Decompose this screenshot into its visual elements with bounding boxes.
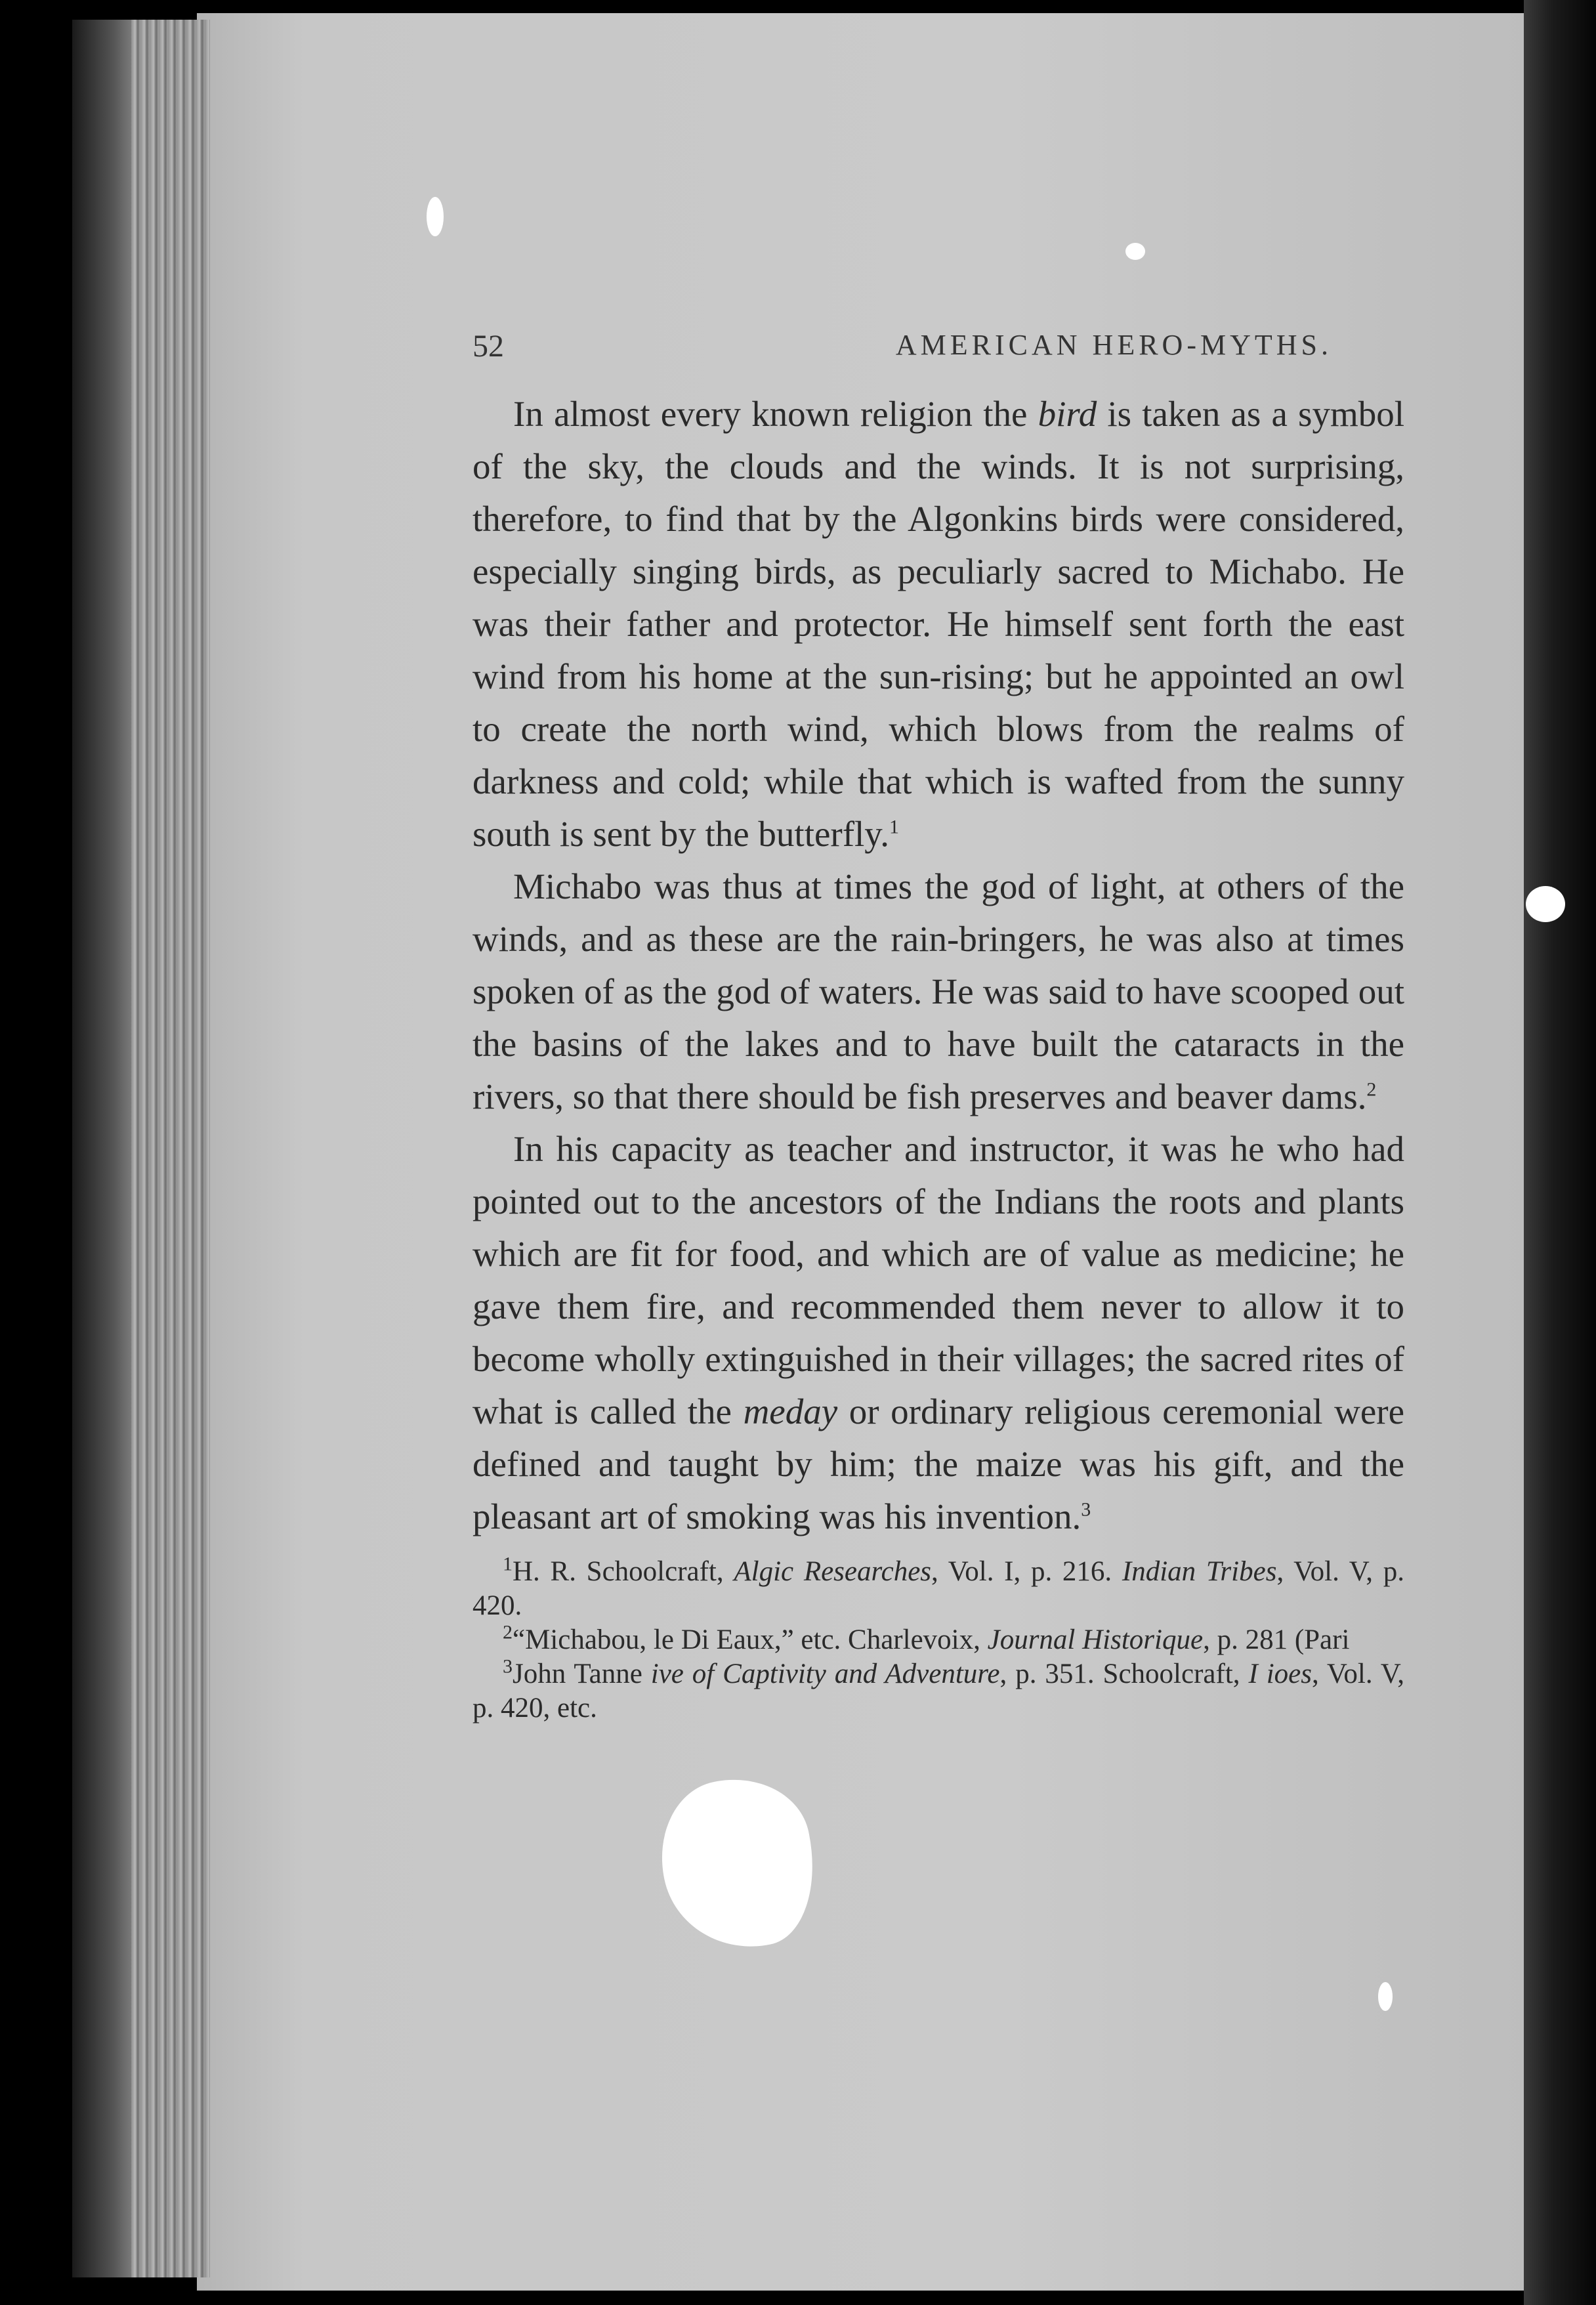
paragraph-2-text: Michabo was thus at times the god of light, at others of the winds, and as these are the rain-bringers, he was also at times spoken of as the god of waters. He was said to have scooped out the basins of the lakes and to have built the cataracts in the rivers, so that there should be fish preserves and beaver dams. [472,866,1404,1116]
footnote-marker: 3 [503,1655,513,1678]
paragraph-2 [472,860,1404,1123]
footnote-marker: 1 [503,1553,513,1575]
footnote-2 [472,1623,1404,1657]
footnote-title: Algic Researches [734,1556,932,1587]
footnote-text [1258,1659,1267,1689]
scan-spot [1125,243,1145,260]
footnote-text: John Tanne [513,1659,642,1689]
paragraph-1-emphasis: bird [1038,394,1097,434]
footnote-title: ioes [1266,1659,1312,1689]
footnote-ref-2: 2 [1366,1078,1377,1101]
footnote-text: , Vol. V, p. 420. [472,1556,1405,1621]
running-title: AMERICAN HERO-MYTHS. [895,329,1332,361]
paragraph-3 [472,1123,1404,1543]
footnote-title: Journal Historique [987,1624,1204,1655]
page-number: 52 [472,329,504,364]
footnote-title: Indian Tribes [1122,1556,1277,1587]
paragraph-3-text: In his capacity as teacher and instructor, it was he who had pointed out to the ancestors of the Indians the roots and plants which are fit for food, and which are of value as medicine; he gave them fire, and recommended them never to allow it to become wholly extinguished in their villages; the sacred rites of what is called the [472,1129,1404,1431]
footnote-text [642,1659,651,1689]
scan-spot [1526,886,1565,922]
paragraph-1-text: In almost every known religion the [513,394,1038,434]
footnote-text: , p. 281 (Pari [1203,1624,1350,1655]
paragraph-1 [472,388,1404,860]
footnote-text: “Michabou, le Di [513,1624,709,1655]
footnote-title: ive of Captivity and Adventure [650,1659,1000,1689]
footnote-marker: 2 [503,1621,513,1643]
scan-spot [1378,1982,1393,2011]
footnotes [472,1555,1404,1725]
book-cover-shadow [1524,0,1596,2305]
book-spine-shadow [72,20,131,2277]
paragraph-3-text-end: or ordinary religious ceremonial were defined and taught by him; the maize was his gift, and the pleasant art of smoking was his invention. [472,1391,1404,1536]
footnote-3 [472,1657,1404,1725]
footnote-text [709,1624,717,1655]
scan-spot [427,197,444,236]
footnote-title: I [1248,1659,1258,1689]
paragraph-3-emphasis: meday [743,1391,838,1431]
footnote-ref-3: 3 [1081,1498,1091,1521]
footnote-1 [472,1555,1404,1623]
footnote-text: , Vol. V, p. 420, etc. [472,1659,1405,1723]
footnote-text: Eaux,” etc. Charlevoix, [716,1624,988,1655]
stacked-page-edges [131,20,210,2277]
footnote-text: , Vol. I, p. 216. [931,1556,1122,1587]
page-text-block [472,328,1404,1725]
footnote-text: H. R. Schoolcraft, [513,1556,734,1587]
footnote-ref-1: 1 [889,816,899,838]
running-head [472,328,1332,364]
paragraph-1-text-end: is taken as a symbol of the sky, the clouds and the winds. It is not surprising, therefore, to find that by the Algonkins birds were considered, especially singing birds, as peculiarly sacred to Michabo. He was their father and protector. He himself sent forth the east wind from his home at the sun-rising; but he appointed an owl to create the north wind, which blows from the realms of darkness and cold; while that which is wafted from the sunny south is sent by the butterfly. [472,394,1405,854]
footnote-text: , p. 351. Schoolcraft, [999,1659,1249,1689]
